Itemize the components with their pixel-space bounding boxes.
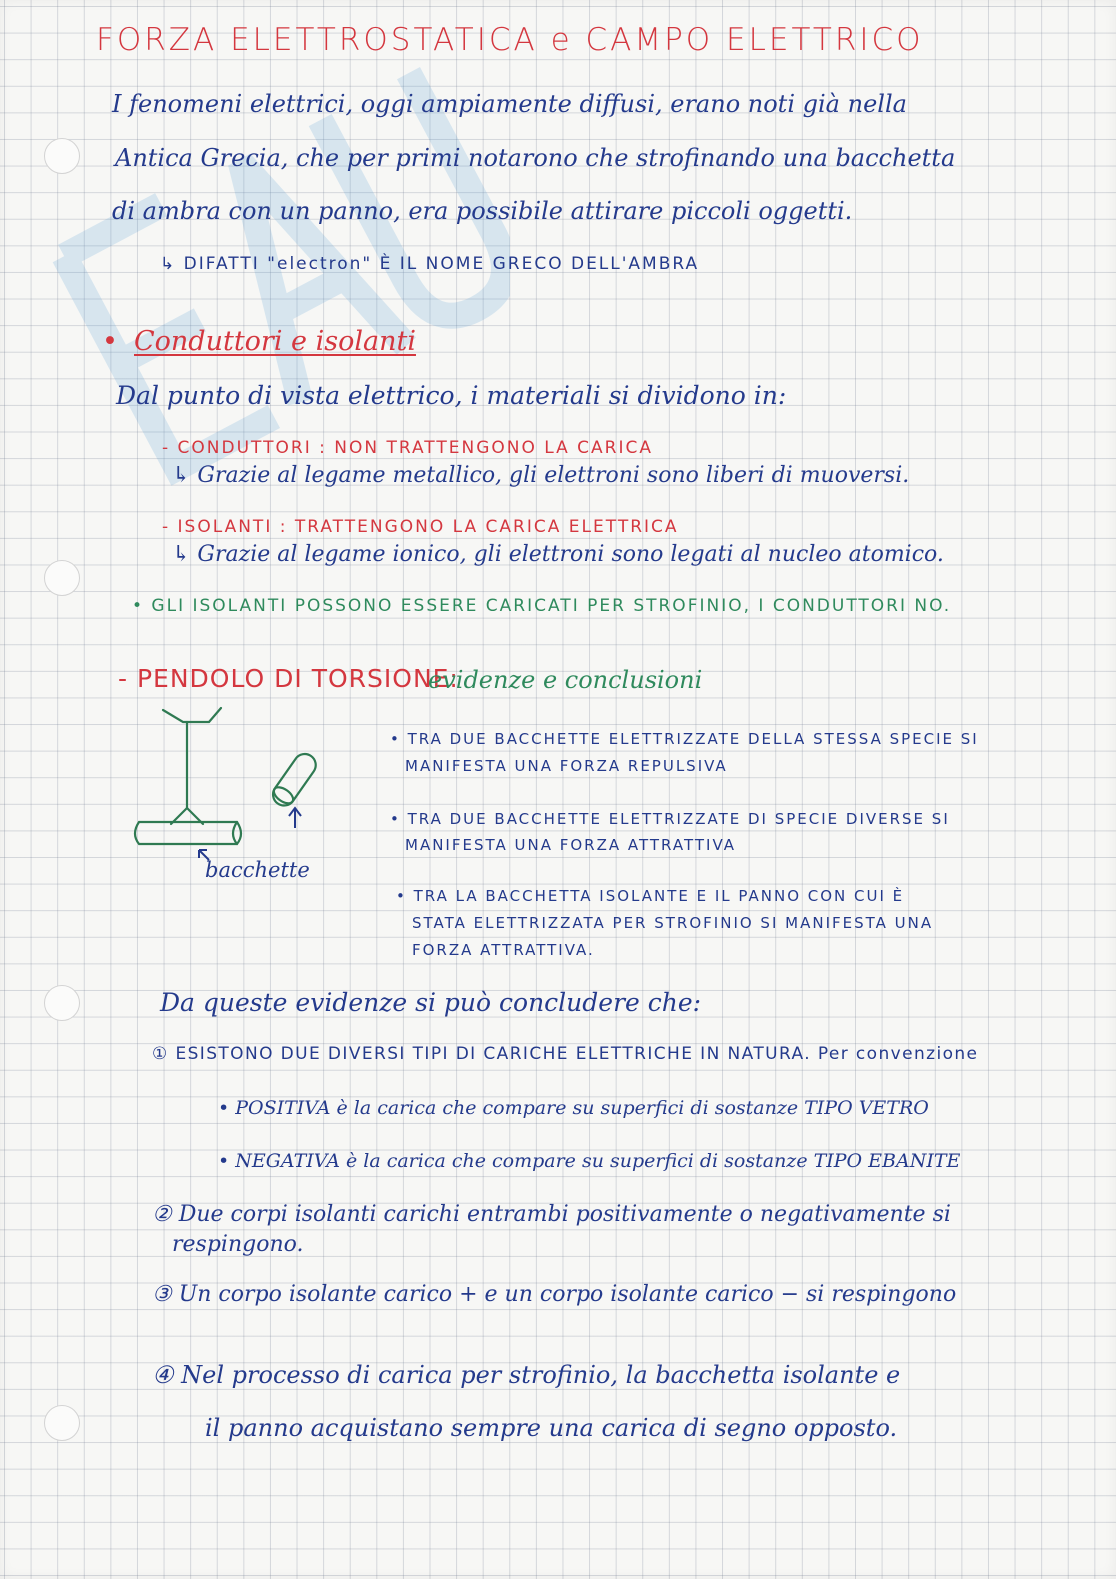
punch-hole	[44, 1405, 80, 1441]
punch-hole	[44, 138, 80, 174]
isolanti-title: - ISOLANTI : TRATTENGONO LA CARICA ELETTRICA	[162, 517, 679, 537]
punch-hole	[44, 560, 80, 596]
conclusion-4-cont: il panno acquistano sempre una carica di segno opposto.	[205, 1414, 898, 1442]
conclusion-4: ④ Nel processo di carica per strofinio, la bacchetta isolante e	[152, 1361, 901, 1389]
conductors-lead: Dal punto di vista elettrico, i materiali si dividono in:	[116, 381, 787, 410]
conclusion-3: ③ Un corpo isolante carico + e un corpo isolante carico − si respingono	[152, 1282, 957, 1307]
conclusion-1-negative: • NEGATIVA è la carica che compare su superfici di sostanze TIPO EBANITE	[218, 1150, 961, 1172]
conclusion-1: ① ESISTONO DUE DIVERSI TIPI DI CARICHE ELETTRICHE IN NATURA. Per convenzione	[152, 1044, 979, 1064]
punch-hole	[44, 985, 80, 1021]
intro-line: di ambra con un panno, era possibile attirare piccoli oggetti.	[112, 197, 853, 225]
conclusion-1-positive: • POSITIVA è la carica che compare su superfici di sostanze TIPO VETRO	[218, 1097, 929, 1119]
intro-line: Antica Grecia, che per primi notarono che strofinando una bacchetta	[115, 144, 956, 172]
page-title: FORZA ELETTROSTATICA e CAMPO ELETTRICO	[96, 22, 924, 58]
figure-label: bacchette	[205, 858, 310, 882]
evidence-item: MANIFESTA UNA FORZA REPULSIVA	[405, 757, 728, 775]
section-heading-conductors: Conduttori e isolanti	[134, 326, 416, 357]
conclusion-2: ② Due corpi isolanti carichi entrambi positivamente o negativamente si	[152, 1202, 951, 1227]
section-heading-pendulum: - PENDOLO DI TORSIONE:	[118, 664, 459, 693]
conduttori-title: - CONDUTTORI : NON TRATTENGONO LA CARICA	[162, 438, 653, 458]
evidence-item: FORZA ATTRATTIVA.	[412, 941, 595, 959]
conclusions-lead: Da queste evidenze si può concludere che:	[160, 988, 702, 1017]
intro-note: ↳ DIFATTI "electron" È IL NOME GRECO DELL'AMBRA	[160, 254, 700, 274]
isolanti-text: ↳ Grazie al legame ionico, gli elettroni sono legati al nucleo atomico.	[172, 542, 944, 567]
conclusion-2-cont: respingono.	[172, 1232, 304, 1257]
intro-line: I fenomeni elettrici, oggi ampiamente diffusi, erano noti già nella	[112, 90, 907, 118]
evidence-item: STATA ELETTRIZZATA PER STROFINIO SI MANIFESTA UNA	[412, 914, 934, 932]
section-bullet: •	[102, 326, 118, 357]
evidence-item: MANIFESTA UNA FORZA ATTRATTIVA	[405, 836, 737, 854]
conduttori-text: ↳ Grazie al legame metallico, gli elettroni sono liberi di muoversi.	[172, 463, 910, 488]
evidence-item: • TRA LA BACCHETTA ISOLANTE E IL PANNO CON CUI È	[396, 887, 905, 905]
evidence-item: • TRA DUE BACCHETTE ELETTRIZZATE DI SPECIE DIVERSE SI	[390, 810, 950, 828]
evidence-item: • TRA DUE BACCHETTE ELETTRIZZATE DELLA STESSA SPECIE SI	[390, 730, 979, 748]
isolanti-note: • GLI ISOLANTI POSSONO ESSERE CARICATI PER STROFINIO, I CONDUTTORI NO.	[132, 596, 952, 616]
section-heading-pendulum-sub: evidenze e conclusioni	[428, 666, 703, 694]
